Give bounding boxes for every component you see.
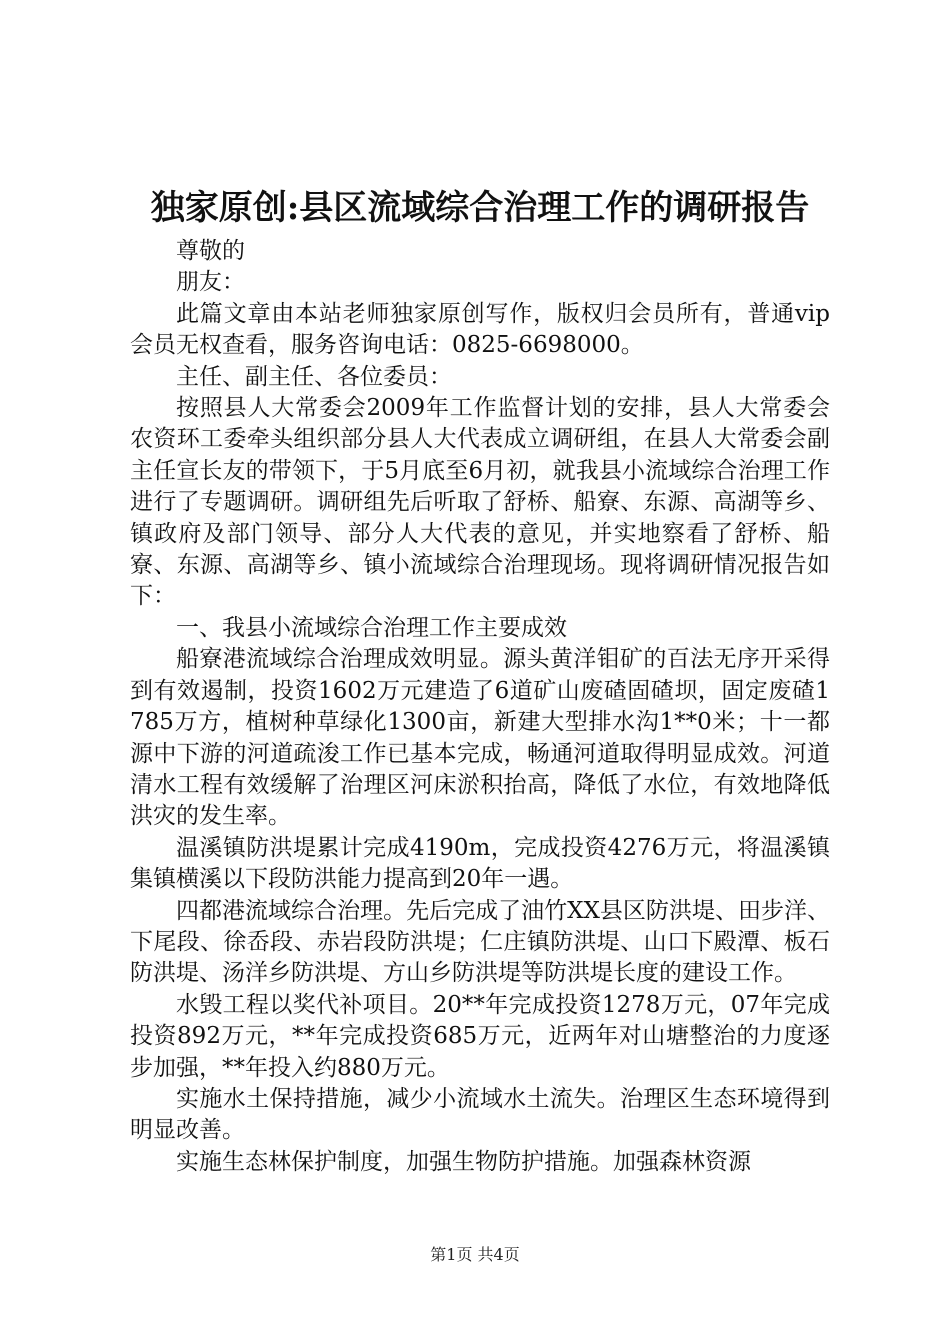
salutation-line-1: 尊敬的 <box>176 238 245 264</box>
intro-paragraph: 按照县人大常委会2009年工作监督计划的安排，县人大常委会农资环工委牵头组织部分县人大代表成立调研组，在县人大常委会副主任宣长友的带领下，于5月底至6月初，就我县小流域综合治理工作进行了专题调研。调研组先后听取了舒桥、船寮、东源、高湖等乡、镇政府及部门领导、部分人大代表的意见，并实地察看了舒桥、船寮、东源、高湖等乡、镇小流域综合治理现场。现将调研情况报告如下： <box>130 395 830 610</box>
page-number-footer: 第1页 共4页 <box>430 1245 520 1264</box>
body-paragraph: 温溪镇防洪堤累计完成4190m，完成投资4276万元，将温溪镇集镇横溪以下段防洪能力提高到20年一遇。 <box>130 834 830 893</box>
body-paragraph: 水毁工程以奖代补项目。20**年完成投资1278万元，07年完成投资892万元，**年完成投资685万元，近两年对山塘整治的力度逐步加强，**年投入约880万元。 <box>130 991 830 1081</box>
body-paragraph: 实施生态林保护制度，加强生物防护措施。加强森林资源 <box>176 1148 751 1175</box>
document-title: 独家原创:县区流域综合治理工作的调研报告 <box>150 188 810 228</box>
body-paragraph: 船寮港流域综合治理成效明显。源头黄洋钼矿的百法无序开采得到有效遏制，投资1602万元建造了6道矿山废碴固碴坝，固定废碴1785万方，植树种草绿化1300亩，新建大型排水沟1**0米；十一都源中下游的河道疏浚工作已基本完成，畅通河道取得明显成效。河道清水工程有效缓解了治理区河床淤积抬高，降低了水位，有效地降低洪灾的发生率。 <box>130 646 830 830</box>
body-paragraph: 实施水土保持措施，减少小流域水土流失。治理区生态环境得到明显改善。 <box>130 1085 830 1144</box>
address-line: 主任、副主任、各位委员： <box>176 363 452 390</box>
document-page <box>130 180 830 1178</box>
salutation-line-2: 朋友： <box>176 269 245 296</box>
section-heading: 一、我县小流域综合治理工作主要成效 <box>176 614 567 641</box>
copyright-notice: 此篇文章由本站老师独家原创写作，版权归会员所有，普通vip会员无权查看，服务咨询电话：0825-6698000。 <box>130 300 830 359</box>
body-paragraph: 四都港流域综合治理。先后完成了油竹XX县区防洪堤、田步洋、下尾段、徐岙段、赤岩段防洪堤；仁庄镇防洪堤、山口下殿潭、板石防洪堤、汤洋乡防洪堤、方山乡防洪堤等防洪堤长度的建设工作。 <box>130 897 830 987</box>
